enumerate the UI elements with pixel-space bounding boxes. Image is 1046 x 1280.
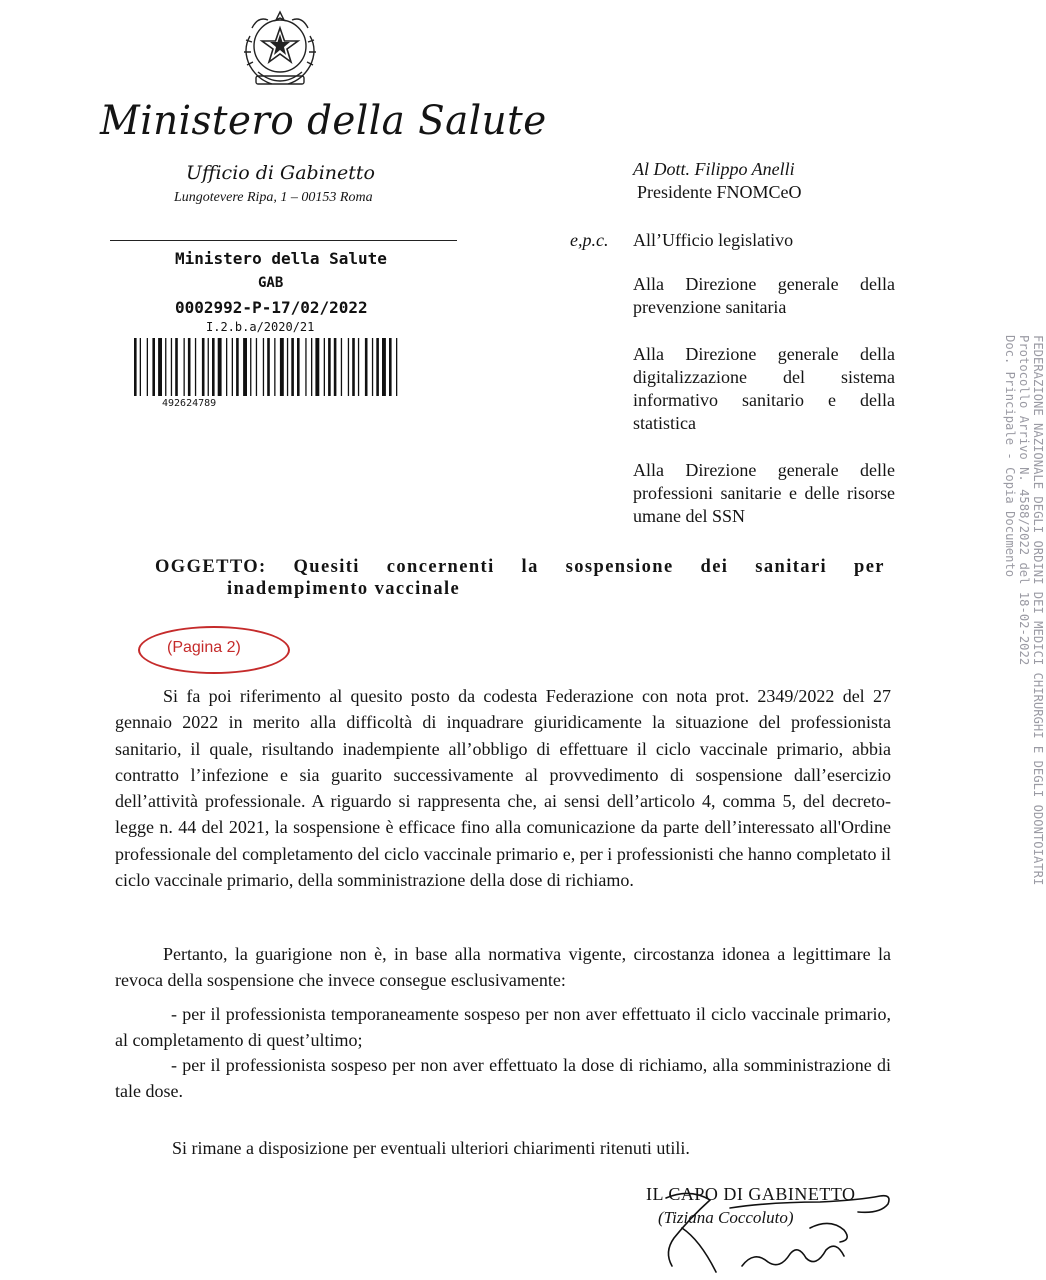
body-list-item: - per il professionista sospeso per non aver effettuato la dose di richiamo, alla somministrazione di tale dose. <box>115 1055 891 1102</box>
barcode-bar <box>226 338 227 396</box>
barcode-bar <box>250 338 251 396</box>
subject-line-2: inadempimento vaccinale <box>227 579 461 599</box>
cc-recipient: Alla Direzione generale della digitalizzazione del sistema informativo sanitario e della statistica <box>633 344 895 433</box>
barcode-number: 492624789 <box>162 398 217 409</box>
barcode-bar <box>147 338 148 396</box>
barcode-bar <box>311 338 312 396</box>
signer-title: IL CAPO DI GABINETTO <box>646 1184 856 1204</box>
subject-word: sanitari <box>755 557 828 577</box>
barcode-bar <box>287 338 288 396</box>
barcode-bar <box>134 338 137 396</box>
barcode-bar <box>396 338 397 396</box>
body-paragraph: Pertanto, la guarigione non è, in base alla normativa vigente, circostanza idonea a legittimare la revoca della sospensione che invece consegue esclusivamente: <box>115 944 891 991</box>
subject-word: concernenti <box>386 557 495 577</box>
cc-recipient: Alla Direzione generale della prevenzione sanitaria <box>633 274 895 317</box>
stamp-ministry: Ministero della Salute <box>175 249 387 268</box>
barcode-bar <box>218 338 222 396</box>
body-list-item: - per il professionista temporaneamente sospeso per non aver effettuato il ciclo vaccinale primario, al completamento di quest’ultimo; <box>115 1004 891 1051</box>
subject-word: la <box>521 557 539 577</box>
recipient-role: Presidente FNOMCeO <box>637 182 802 202</box>
signer-name: (Tiziana Coccoluto) <box>658 1208 794 1227</box>
subject-word: sospensione <box>565 557 674 577</box>
barcode-bar <box>232 338 233 396</box>
ministry-name: Ministero della Salute <box>100 98 547 144</box>
barcode-bar <box>195 338 196 396</box>
barcode-bar <box>280 338 284 396</box>
barcode-bar <box>305 338 306 396</box>
barcode-bar <box>212 338 215 396</box>
barcode-bar <box>171 338 172 396</box>
cc-recipient: Alla Direzione generale delle professioni sanitarie e delle risorse umane del SSN <box>633 460 895 526</box>
barcode-bar <box>341 338 342 396</box>
barcode-bar <box>158 338 162 396</box>
barcode-bar <box>263 338 264 396</box>
barcode-bar <box>382 338 386 396</box>
barcode-bar <box>243 338 247 396</box>
side-stamp-line: FEDERAZIONE NAZIONALE DEGLI ORDINI DEI MEDICI CHIRURGHI E DEGLI ODONTOIATRI <box>1031 335 1045 886</box>
barcode-bar <box>140 338 141 396</box>
barcode-bar <box>202 338 205 396</box>
side-stamp-line: Protocollo Arrivo N. 4588/2022 del 18-02-2022 <box>1017 335 1031 666</box>
barcode-bar <box>184 338 185 396</box>
barcode-bar <box>315 338 319 396</box>
barcode-bar <box>358 338 359 396</box>
barcode-bar <box>256 338 257 396</box>
handwritten-signature-icon <box>630 1178 900 1278</box>
cc-label: e,p.c. <box>570 230 609 250</box>
barcode-bar <box>175 338 178 396</box>
side-stamp-line: Doc. Principale - Copia Documento <box>1003 335 1017 578</box>
barcode-bar <box>365 338 368 396</box>
barcode-bar <box>297 338 300 396</box>
barcode-bar <box>324 338 325 396</box>
barcode-bar <box>376 338 379 396</box>
barcode-bar <box>236 338 239 396</box>
subject-word: Quesiti <box>293 557 360 577</box>
subject-line-1 <box>155 556 885 578</box>
barcode-bar <box>267 338 270 396</box>
barcode-bar <box>372 338 373 396</box>
barcode-bar <box>334 338 337 396</box>
italian-republic-emblem-icon <box>238 6 322 94</box>
barcode-icon <box>134 338 434 400</box>
subject <box>155 556 885 600</box>
stamp-protocol-number: 0002992-P-17/02/2022 <box>175 298 368 317</box>
subject-word: per <box>854 557 885 577</box>
barcode-bar <box>389 338 392 396</box>
barcode-bar <box>152 338 155 396</box>
barcode-bar <box>291 338 294 396</box>
barcode-bar <box>188 338 191 396</box>
barcode-bar <box>274 338 275 396</box>
barcode-bar <box>352 338 355 396</box>
barcode-bar <box>208 338 209 396</box>
subject-label: OGGETTO: <box>155 557 267 577</box>
barcode-bar <box>165 338 166 396</box>
stamp-classification: I.2.b.a/2020/21 <box>206 320 315 334</box>
barcode-bar <box>328 338 331 396</box>
stamp-office-code: GAB <box>258 275 284 291</box>
subject-word: dei <box>700 557 729 577</box>
barcode-bar <box>348 338 349 396</box>
recipient-name: Al Dott. Filippo Anelli <box>633 159 795 179</box>
office-name: Ufficio di Gabinetto <box>186 162 375 184</box>
body-paragraph: Si fa poi riferimento al quesito posto da codesta Federazione con nota prot. 2349/2022 del 27 gennaio 2022 in merito alla difficoltà di inquadrare giuridicamente la situazione del professionista sanitario, il quale, risultando inadempiente all’obbligo di effettuare il ciclo vaccinale primario, abbia contratto l’infezione e sia guarito successivamente al provvedimento di sospensione dall’esercizio dell’attività professionale. A riguardo si rappresenta che, ai sensi dell’articolo 4, comma 5, del decreto-legge n. 44 del 2021, la sospensione è efficace fino alla comunicazione da parte dell’interessato all'Ordine professionale del completamento del ciclo vaccinale primario e, per i professionisti che hanno completato il ciclo vaccinale primario, della somministrazione della dose di richiamo. <box>115 686 891 891</box>
side-protocol-stamp <box>986 333 1046 983</box>
office-address: Lungotevere Ripa, 1 – 00153 Roma <box>174 190 373 205</box>
stamp-divider <box>110 240 457 241</box>
closing-paragraph: Si rimane a disposizione per eventuali ulteriori chiarimenti ritenuti utili. <box>172 1138 690 1158</box>
cc-recipient: All’Ufficio legislativo <box>633 230 794 250</box>
page-annotation: (Pagina 2) <box>167 639 241 656</box>
